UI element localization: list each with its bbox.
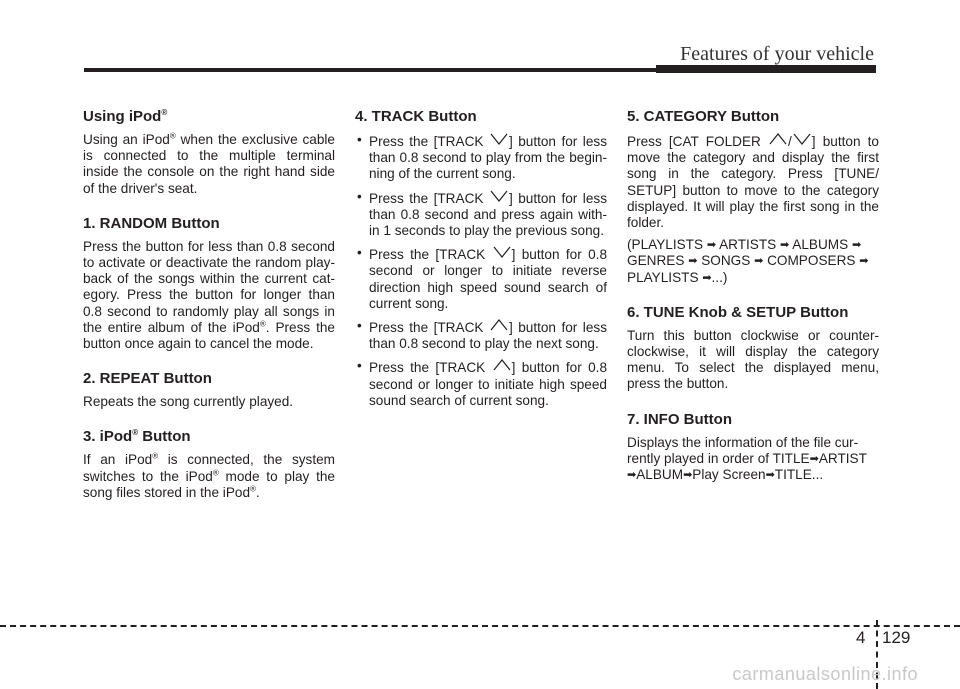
section-text-random: Press the button for less than 0.8 second to activate or deactivate the random play-back of the songs within the current cat-egory. Press the button for longer than 0.8 second to randomly play all songs in the entire album of the iPod®. Press the button once again to cancel the mode. [83, 238, 335, 352]
section-title-repeat: 2. REPEAT Button [83, 370, 212, 388]
section-text-info: Displays the information of the file cur-rently played in order of TITLE➡ARTIST ➡ALBUM➡Play Screen➡TITLE... [627, 434, 867, 483]
section-text-using-ipod: Using an iPod® when the exclusive cable is connected to the multiple terminal inside the console on the right hand side of the driver's seat. [83, 131, 335, 196]
section-title-track: 4. TRACK Button [355, 108, 477, 125]
chevron-up-icon [489, 318, 509, 332]
arrow-right-icon: ➡ [706, 239, 717, 252]
registered-mark: ® [161, 108, 168, 117]
category-sequence: (PLAYLISTS ➡ ARTISTS ➡ ALBUMS ➡ GENRES ➡ SONGS ➡ COMPOSERS ➡ PLAYLISTS ➡...) [627, 237, 869, 285]
section-text-tune: Turn this button clockwise or counter-clockwise, it will display the category menu. To select the displayed menu, press the button. [627, 327, 879, 392]
section-title-random: 1. RANDOM Button [83, 214, 220, 232]
arrow-right-icon: ➡ [688, 255, 698, 268]
chevron-down-icon [792, 132, 812, 146]
arrow-right-icon: ➡ [859, 255, 869, 268]
arrow-right-icon: ➡ [780, 239, 790, 252]
section-title-tune: 6. TUNE Knob & SETUP Button [627, 303, 849, 321]
section-text-category: Press [CAT FOLDER / ] button to move the category and display the first song in the category. Press [TUNE/ SETUP] button to move to the category displayed. It will play the first song in the folder. [627, 134, 879, 231]
section-title-category: 5. CATEGORY Button [627, 108, 780, 125]
list-item: • Press the [TRACK ] button for less than 0.8 second to play the next song. [355, 318, 607, 352]
arrow-right-icon: ➡ [765, 469, 775, 482]
chevron-up-icon [492, 358, 512, 372]
section-text-repeat: Repeats the song currently played. [83, 394, 294, 410]
column-3 [627, 108, 879, 483]
footer-rule [0, 625, 960, 627]
list-item: • Press the [TRACK ] button for 0.8 second or longer to initiate high speed sound search of current song. [355, 358, 607, 409]
arrow-right-icon: ➡ [683, 469, 693, 482]
chapter-number: 4 [856, 628, 866, 647]
chevron-up-icon [768, 132, 788, 146]
page-number: 129 [882, 628, 911, 647]
column-2 [355, 108, 607, 415]
section-title-info: 7. INFO Button [627, 410, 732, 428]
arrow-right-icon: ➡ [851, 239, 862, 252]
list-item: • Press the [TRACK ] button for less than 0.8 second to play from the begin-ning of the current song. [355, 132, 607, 183]
arrow-right-icon: ➡ [809, 452, 819, 465]
arrow-right-icon: ➡ [627, 469, 637, 482]
header-rule-accent [656, 65, 876, 73]
column-1 [83, 108, 335, 501]
arrow-right-icon: ➡ [702, 271, 712, 284]
arrow-right-icon: ➡ [754, 255, 764, 268]
list-item: • Press the [TRACK ] button for less than 0.8 second and press again with-in 1 seconds to play the previous song. [355, 189, 607, 240]
chevron-down-icon [489, 132, 509, 146]
section-text-ipod-button: If an iPod® is connected, the system switches to the iPod® mode to play the song files stored in the iPod®. [83, 451, 336, 500]
chevron-down-icon [489, 189, 509, 203]
watermark-text: carmanualsonline.info [732, 664, 918, 684]
section-title-ipod-button: 3. iPod® Button [83, 428, 191, 446]
track-bullet-list [355, 132, 607, 409]
section-title-using-ipod: Using iPod® [83, 108, 168, 125]
chevron-down-icon [492, 245, 512, 259]
page-header-title: Features of your vehicle [680, 43, 874, 65]
list-item: • Press the [TRACK ] button for 0.8 second or longer to initiate reverse direction high speed sound search of current song. [355, 245, 607, 312]
